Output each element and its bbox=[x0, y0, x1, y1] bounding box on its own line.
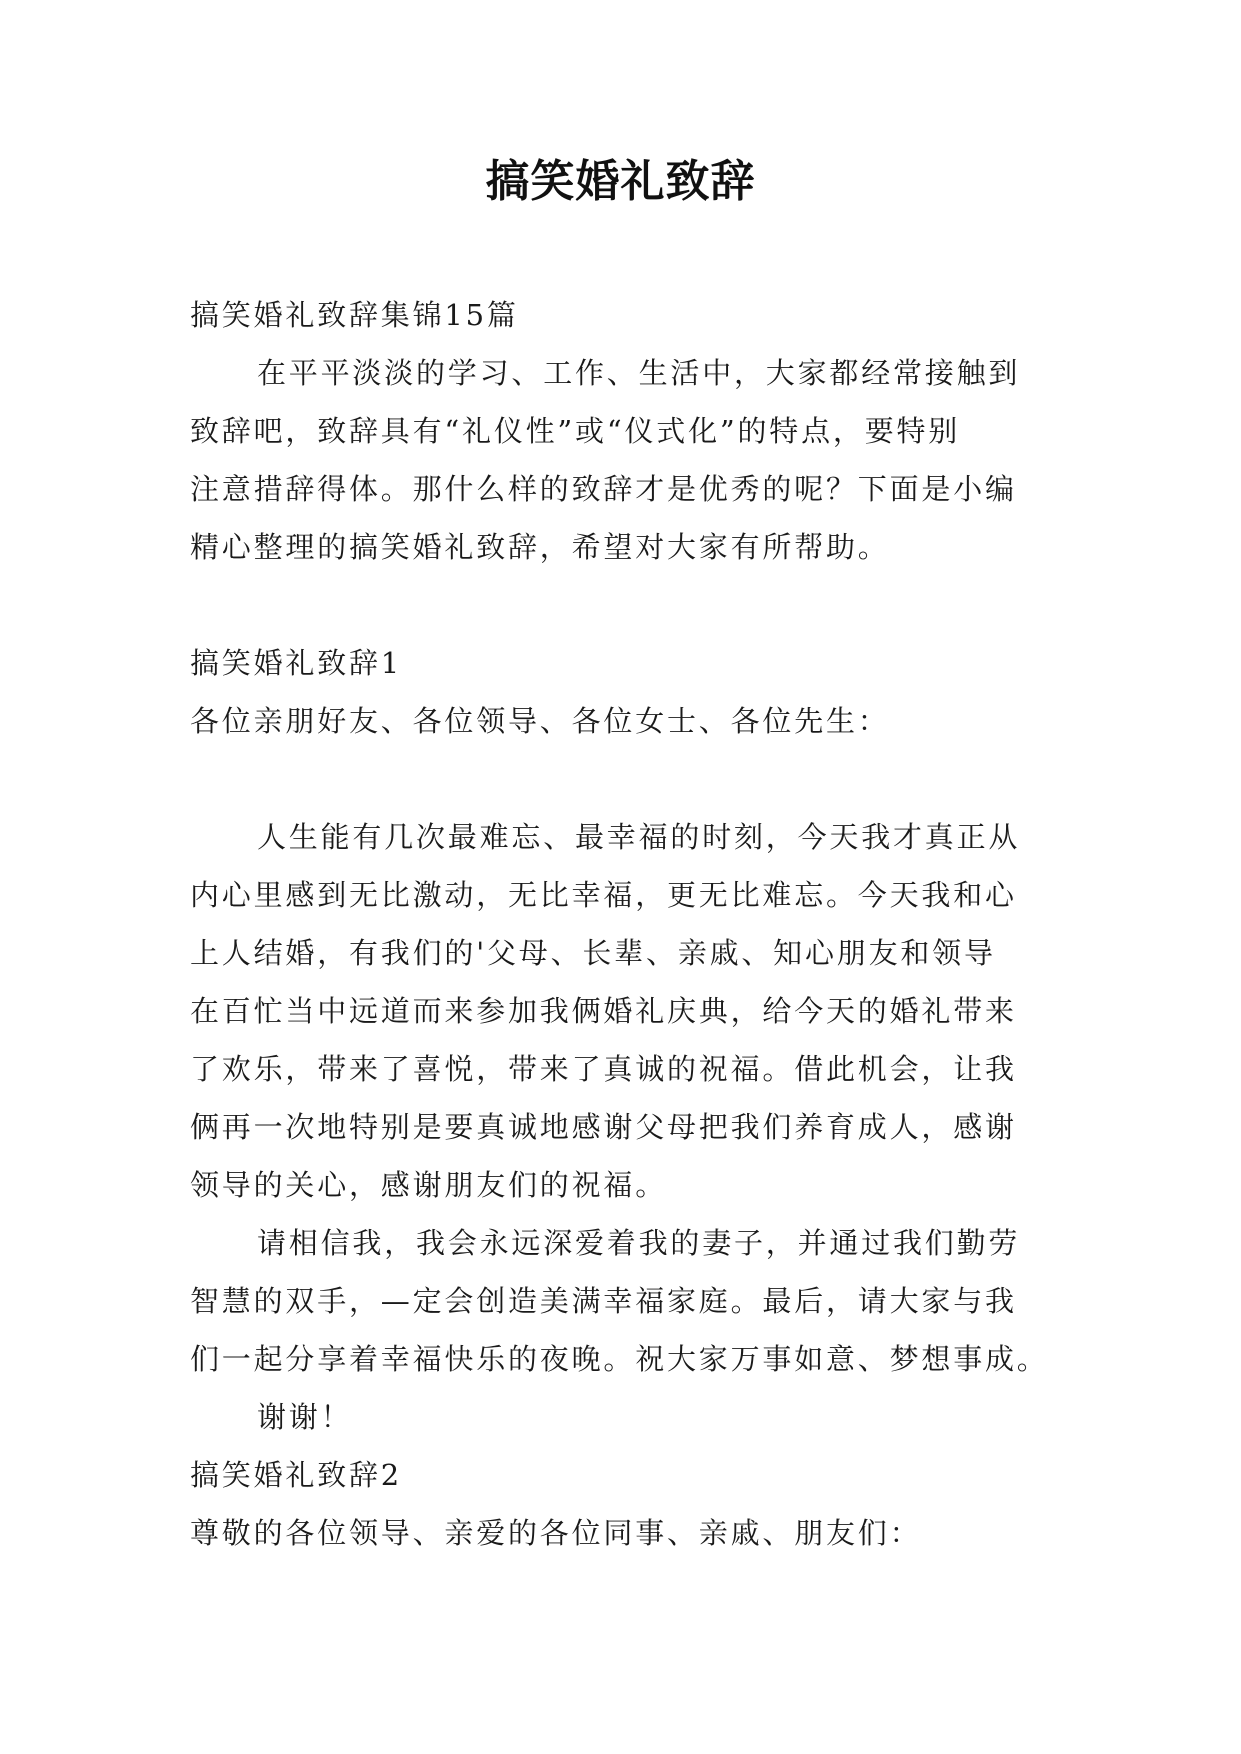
spacer bbox=[190, 576, 1058, 634]
salutation: 尊敬的各位领导、亲爱的各位同事、亲戚、朋友们： bbox=[190, 1516, 922, 1550]
paragraph-line: 上人结婚，有我们的'父母、长辈、亲戚、知心朋友和领导 bbox=[190, 936, 996, 970]
intro-heading: 搞笑婚礼致辞集锦15篇 bbox=[190, 298, 519, 332]
document-body bbox=[190, 286, 1058, 1562]
paragraph-line: 内心里感到无比激动，无比幸福，更无比难忘。今天我和心 bbox=[190, 878, 1017, 912]
intro-line: 精心整理的搞笑婚礼致辞，希望对大家有所帮助。 bbox=[190, 530, 890, 564]
intro-line: 在平平淡淡的学习、工作、生活中，大家都经常接触到 bbox=[257, 356, 1021, 390]
intro-line: 致辞吧，致辞具有“礼仪性”或“仪式化”的特点，要特别 bbox=[190, 414, 961, 448]
paragraph-line: 智慧的双手，—定会创造美满幸福家庭。最后，请大家与我 bbox=[190, 1284, 1017, 1318]
paragraph-line: 俩再一次地特别是要真诚地感谢父母把我们养育成人，感谢 bbox=[190, 1110, 1017, 1144]
section-heading: 搞笑婚礼致辞2 bbox=[190, 1458, 403, 1492]
paragraph-line: 了欢乐，带来了喜悦，带来了真诚的祝福。借此机会，让我 bbox=[190, 1052, 1017, 1086]
spacer bbox=[190, 750, 1058, 808]
intro-line: 注意措辞得体。那什么样的致辞才是优秀的呢？下面是小编 bbox=[190, 472, 1017, 506]
paragraph-line: 请相信我，我会永远深爱着我的妻子，并通过我们勤劳 bbox=[257, 1226, 1021, 1260]
thanks-line: 谢谢！ bbox=[257, 1400, 353, 1434]
salutation: 各位亲朋好友、各位领导、各位女士、各位先生： bbox=[190, 704, 890, 738]
paragraph-line: 在百忙当中远道而来参加我俩婚礼庆典，给今天的婚礼带来 bbox=[190, 994, 1017, 1028]
section-heading: 搞笑婚礼致辞1 bbox=[190, 646, 403, 680]
paragraph-line: 人生能有几次最难忘、最幸福的时刻，今天我才真正从 bbox=[257, 820, 1021, 854]
document-title: 搞笑婚礼致辞 bbox=[485, 156, 756, 207]
paragraph-line: 们一起分享着幸福快乐的夜晚。祝大家万事如意、梦想事成。 bbox=[190, 1342, 1049, 1376]
paragraph-line: 领导的关心，感谢朋友们的祝福。 bbox=[190, 1168, 668, 1202]
